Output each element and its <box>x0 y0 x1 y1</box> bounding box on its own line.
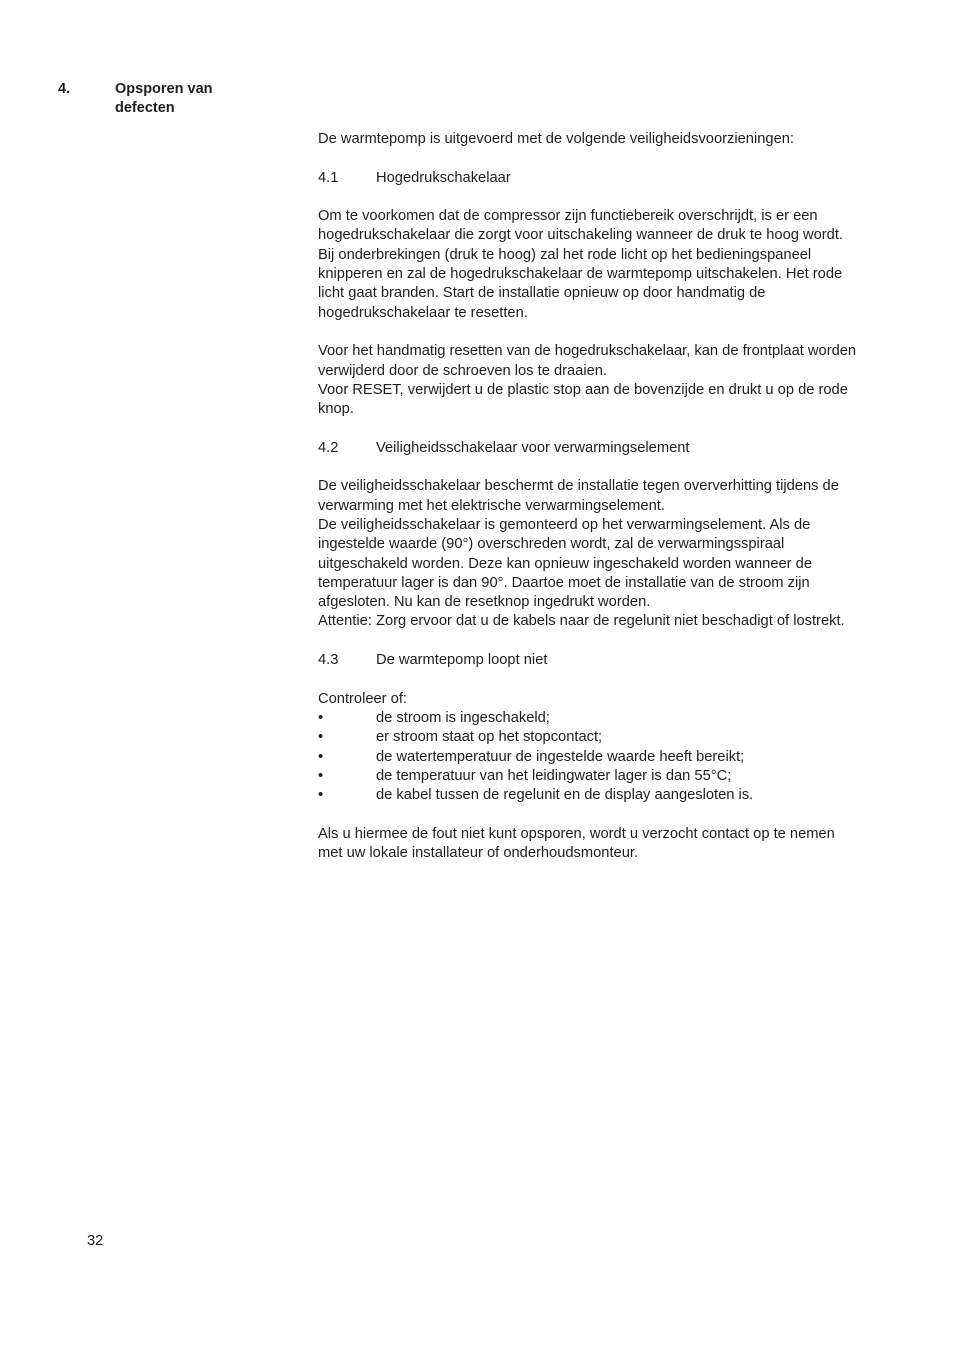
page-number: 32 <box>87 1233 104 1249</box>
check-list <box>318 709 896 805</box>
section-number: 4. <box>58 81 71 97</box>
closing-paragraph: Als u hiermee de fout niet kunt opsporen, wordt u verzocht contact op te nemen met uw lokale installateur of onderhoudsmonteur. <box>318 825 835 861</box>
list-item: • de temperatuur van het leidingwater lager is dan 55°C; <box>318 767 732 784</box>
subsection-heading-4-3: 4.3 De warmtepomp loopt niet <box>318 652 548 669</box>
section-title: Opsporen van defecten <box>115 81 213 116</box>
paragraph-4-1-b: Voor het handmatig resetten van de hogedrukschakelaar, kan de frontplaat worden verwijderd door de schroeven los te draaien. Voor RESET, verwijdert u de plastic stop aan de bovenzijde en drukt u op de rode knop. <box>318 343 857 418</box>
subsection-heading-4-2: 4.2 Veiligheidsschakelaar voor verwarmingselement <box>318 439 690 456</box>
intro-paragraph: De warmtepomp is uitgevoerd met de volgende veiligheidsvoorzieningen: <box>318 131 794 147</box>
list-item: • de stroom is ingeschakeld; <box>318 709 550 726</box>
body-content <box>318 130 896 863</box>
check-intro: Controleer of: <box>318 690 407 707</box>
list-item: • de watertemperatuur de ingestelde waarde heeft bereikt; <box>318 748 745 765</box>
list-item: • er stroom staat op het stopcontact; <box>318 729 603 746</box>
subsection-heading-4-1: 4.1 Hogedrukschakelaar <box>318 169 511 186</box>
list-item: • de kabel tussen de regelunit en de display aangesloten is. <box>318 787 754 804</box>
paragraph-4-1-a: Om te voorkomen dat de compressor zijn functiebereik overschrijdt, is er een hogedrukschakelaar die zorgt voor uitschakeling wanneer de druk te hoog wordt. Bij onderbrekingen (druk te hoog) zal het rode licht op het bedieningspaneel knipperen en zal de hogedrukschakelaar de warmtepomp uitschakelen. Het rode licht gaat branden. Start de installatie opnieuw op door handmatig de hogedrukschakelaar te resetten. <box>318 208 843 321</box>
paragraph-4-2: De veiligheidsschakelaar beschermt de installatie tegen oververhitting tijdens de verwarming met het elektrische verwarmingselement. De veiligheidsschakelaar is gemonteerd op het verwarmingselement. Als de ingestelde waarde (90°) overschreden wordt, zal de verwarmingsspiraal uitgeschakeld worden. Deze kan opnieuw ingeschakeld worden wanneer de temperatuur lager is dan 90°. Daartoe moet de installatie van de stroom zijn afgesloten. Nu kan de resetknop ingedrukt worden. Attentie: Zorg ervoor dat u de kabels naar de regelunit niet beschadigt of lostrekt. <box>318 478 845 630</box>
